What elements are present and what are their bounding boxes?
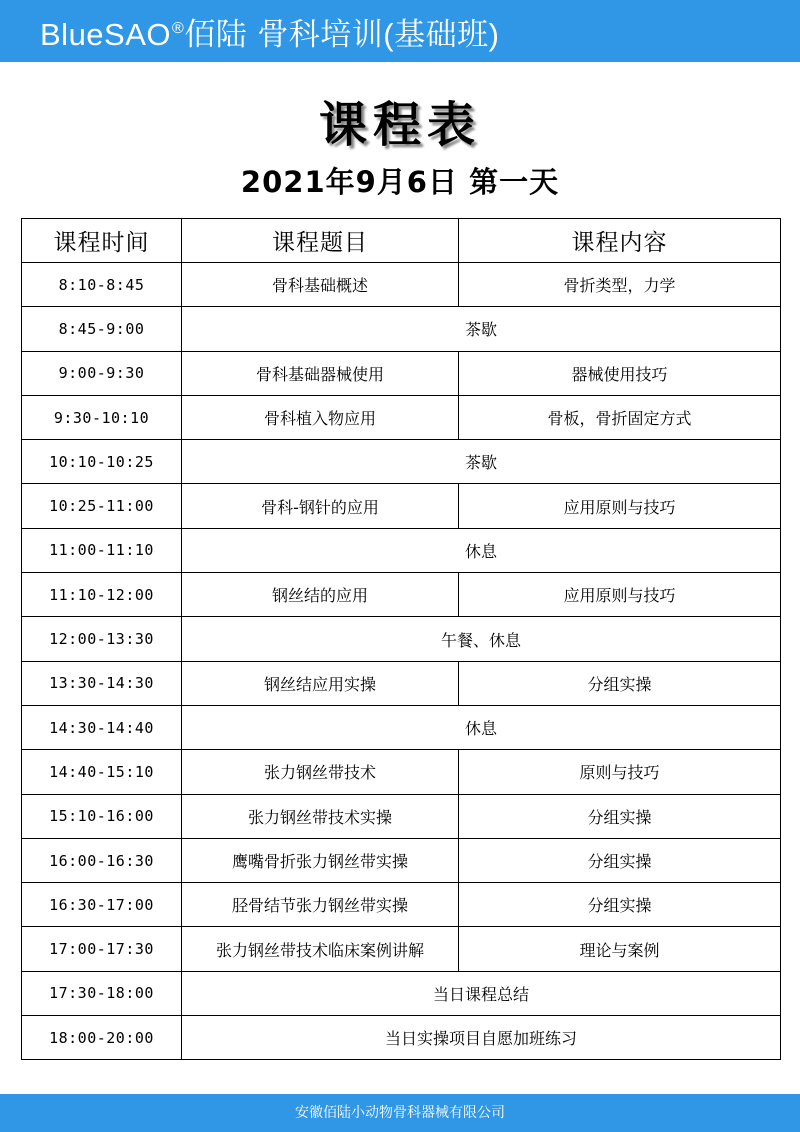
table-row bbox=[22, 1016, 781, 1060]
header-topic: 课程题目 bbox=[182, 219, 459, 263]
row-content: 理论与案例 bbox=[459, 927, 781, 971]
row-topic: 钢丝结应用实操 bbox=[182, 661, 459, 705]
row-merged: 休息 bbox=[182, 705, 781, 749]
row-time: 10:10-10:25 bbox=[22, 440, 182, 484]
brand-name-cn: 佰陆 bbox=[184, 16, 248, 52]
row-content: 应用原则与技巧 bbox=[459, 573, 781, 617]
row-time: 18:00-20:00 bbox=[22, 1016, 182, 1060]
row-time: 8:10-8:45 bbox=[22, 263, 182, 307]
table-row bbox=[22, 263, 781, 307]
row-content: 骨板，骨折固定方式 bbox=[459, 395, 781, 439]
row-time: 9:00-9:30 bbox=[22, 351, 182, 395]
brand-logo bbox=[40, 9, 499, 54]
table-row bbox=[22, 750, 781, 794]
table-row bbox=[22, 661, 781, 705]
row-topic: 张力钢丝带技术临床案例讲解 bbox=[182, 927, 459, 971]
header-time: 课程时间 bbox=[22, 219, 182, 263]
row-topic: 骨科-钢针的应用 bbox=[182, 484, 459, 528]
row-content: 骨折类型，力学 bbox=[459, 263, 781, 307]
row-topic: 张力钢丝带技术实操 bbox=[182, 794, 459, 838]
row-content: 原则与技巧 bbox=[459, 750, 781, 794]
table-row bbox=[22, 440, 781, 484]
table-header-row bbox=[22, 219, 781, 263]
table-row bbox=[22, 573, 781, 617]
row-merged: 午餐、休息 bbox=[182, 617, 781, 661]
row-merged: 当日实操项目自愿加班练习 bbox=[182, 1016, 781, 1060]
row-topic: 骨科基础器械使用 bbox=[182, 351, 459, 395]
row-time: 10:25-11:00 bbox=[22, 484, 182, 528]
row-topic: 骨科基础概述 bbox=[182, 263, 459, 307]
row-time: 9:30-10:10 bbox=[22, 395, 182, 439]
row-topic: 胫骨结节张力钢丝带实操 bbox=[182, 883, 459, 927]
brand-name: BlueSAO bbox=[40, 16, 172, 52]
row-topic: 骨科植入物应用 bbox=[182, 395, 459, 439]
company-name: 安徽佰陆小动物骨科器械有限公司 bbox=[295, 1105, 505, 1121]
row-content: 分组实操 bbox=[459, 661, 781, 705]
row-time: 14:40-15:10 bbox=[22, 750, 182, 794]
table-row bbox=[22, 351, 781, 395]
row-time: 16:00-16:30 bbox=[22, 838, 182, 882]
row-time: 16:30-17:00 bbox=[22, 883, 182, 927]
row-content: 分组实操 bbox=[459, 838, 781, 882]
header-banner bbox=[0, 0, 800, 62]
footer-banner bbox=[0, 1094, 800, 1132]
table-row bbox=[22, 883, 781, 927]
table-row bbox=[22, 395, 781, 439]
row-time: 12:00-13:30 bbox=[22, 617, 182, 661]
row-content: 应用原则与技巧 bbox=[459, 484, 781, 528]
row-merged: 茶歇 bbox=[182, 440, 781, 484]
page-title: 课程表 bbox=[318, 97, 481, 153]
row-time: 8:45-9:00 bbox=[22, 307, 182, 351]
row-time: 15:10-16:00 bbox=[22, 794, 182, 838]
row-time: 11:00-11:10 bbox=[22, 528, 182, 572]
row-time: 13:30-14:30 bbox=[22, 661, 182, 705]
row-topic: 鹰嘴骨折张力钢丝带实操 bbox=[182, 838, 459, 882]
row-content: 分组实操 bbox=[459, 794, 781, 838]
row-topic: 钢丝结的应用 bbox=[182, 573, 459, 617]
row-merged: 茶歇 bbox=[182, 307, 781, 351]
row-time: 17:00-17:30 bbox=[22, 927, 182, 971]
table-row bbox=[22, 307, 781, 351]
header-content: 课程内容 bbox=[459, 219, 781, 263]
table-row bbox=[22, 794, 781, 838]
table-row bbox=[22, 484, 781, 528]
row-time: 17:30-18:00 bbox=[22, 971, 182, 1015]
row-merged: 休息 bbox=[182, 528, 781, 572]
schedule-table bbox=[21, 218, 781, 1060]
table-row bbox=[22, 838, 781, 882]
row-time: 14:30-14:40 bbox=[22, 705, 182, 749]
row-time: 11:10-12:00 bbox=[22, 573, 182, 617]
table-row bbox=[22, 971, 781, 1015]
table-row bbox=[22, 927, 781, 971]
table-row bbox=[22, 705, 781, 749]
row-merged: 当日课程总结 bbox=[182, 971, 781, 1015]
row-content: 器械使用技巧 bbox=[459, 351, 781, 395]
course-name: 骨科培训(基础班) bbox=[257, 16, 500, 52]
table-row bbox=[22, 528, 781, 572]
row-topic: 张力钢丝带技术 bbox=[182, 750, 459, 794]
registered-mark: ® bbox=[172, 19, 185, 37]
schedule-date: 2021年9月6日 第一天 bbox=[240, 165, 560, 199]
row-content: 分组实操 bbox=[459, 883, 781, 927]
table-row bbox=[22, 617, 781, 661]
